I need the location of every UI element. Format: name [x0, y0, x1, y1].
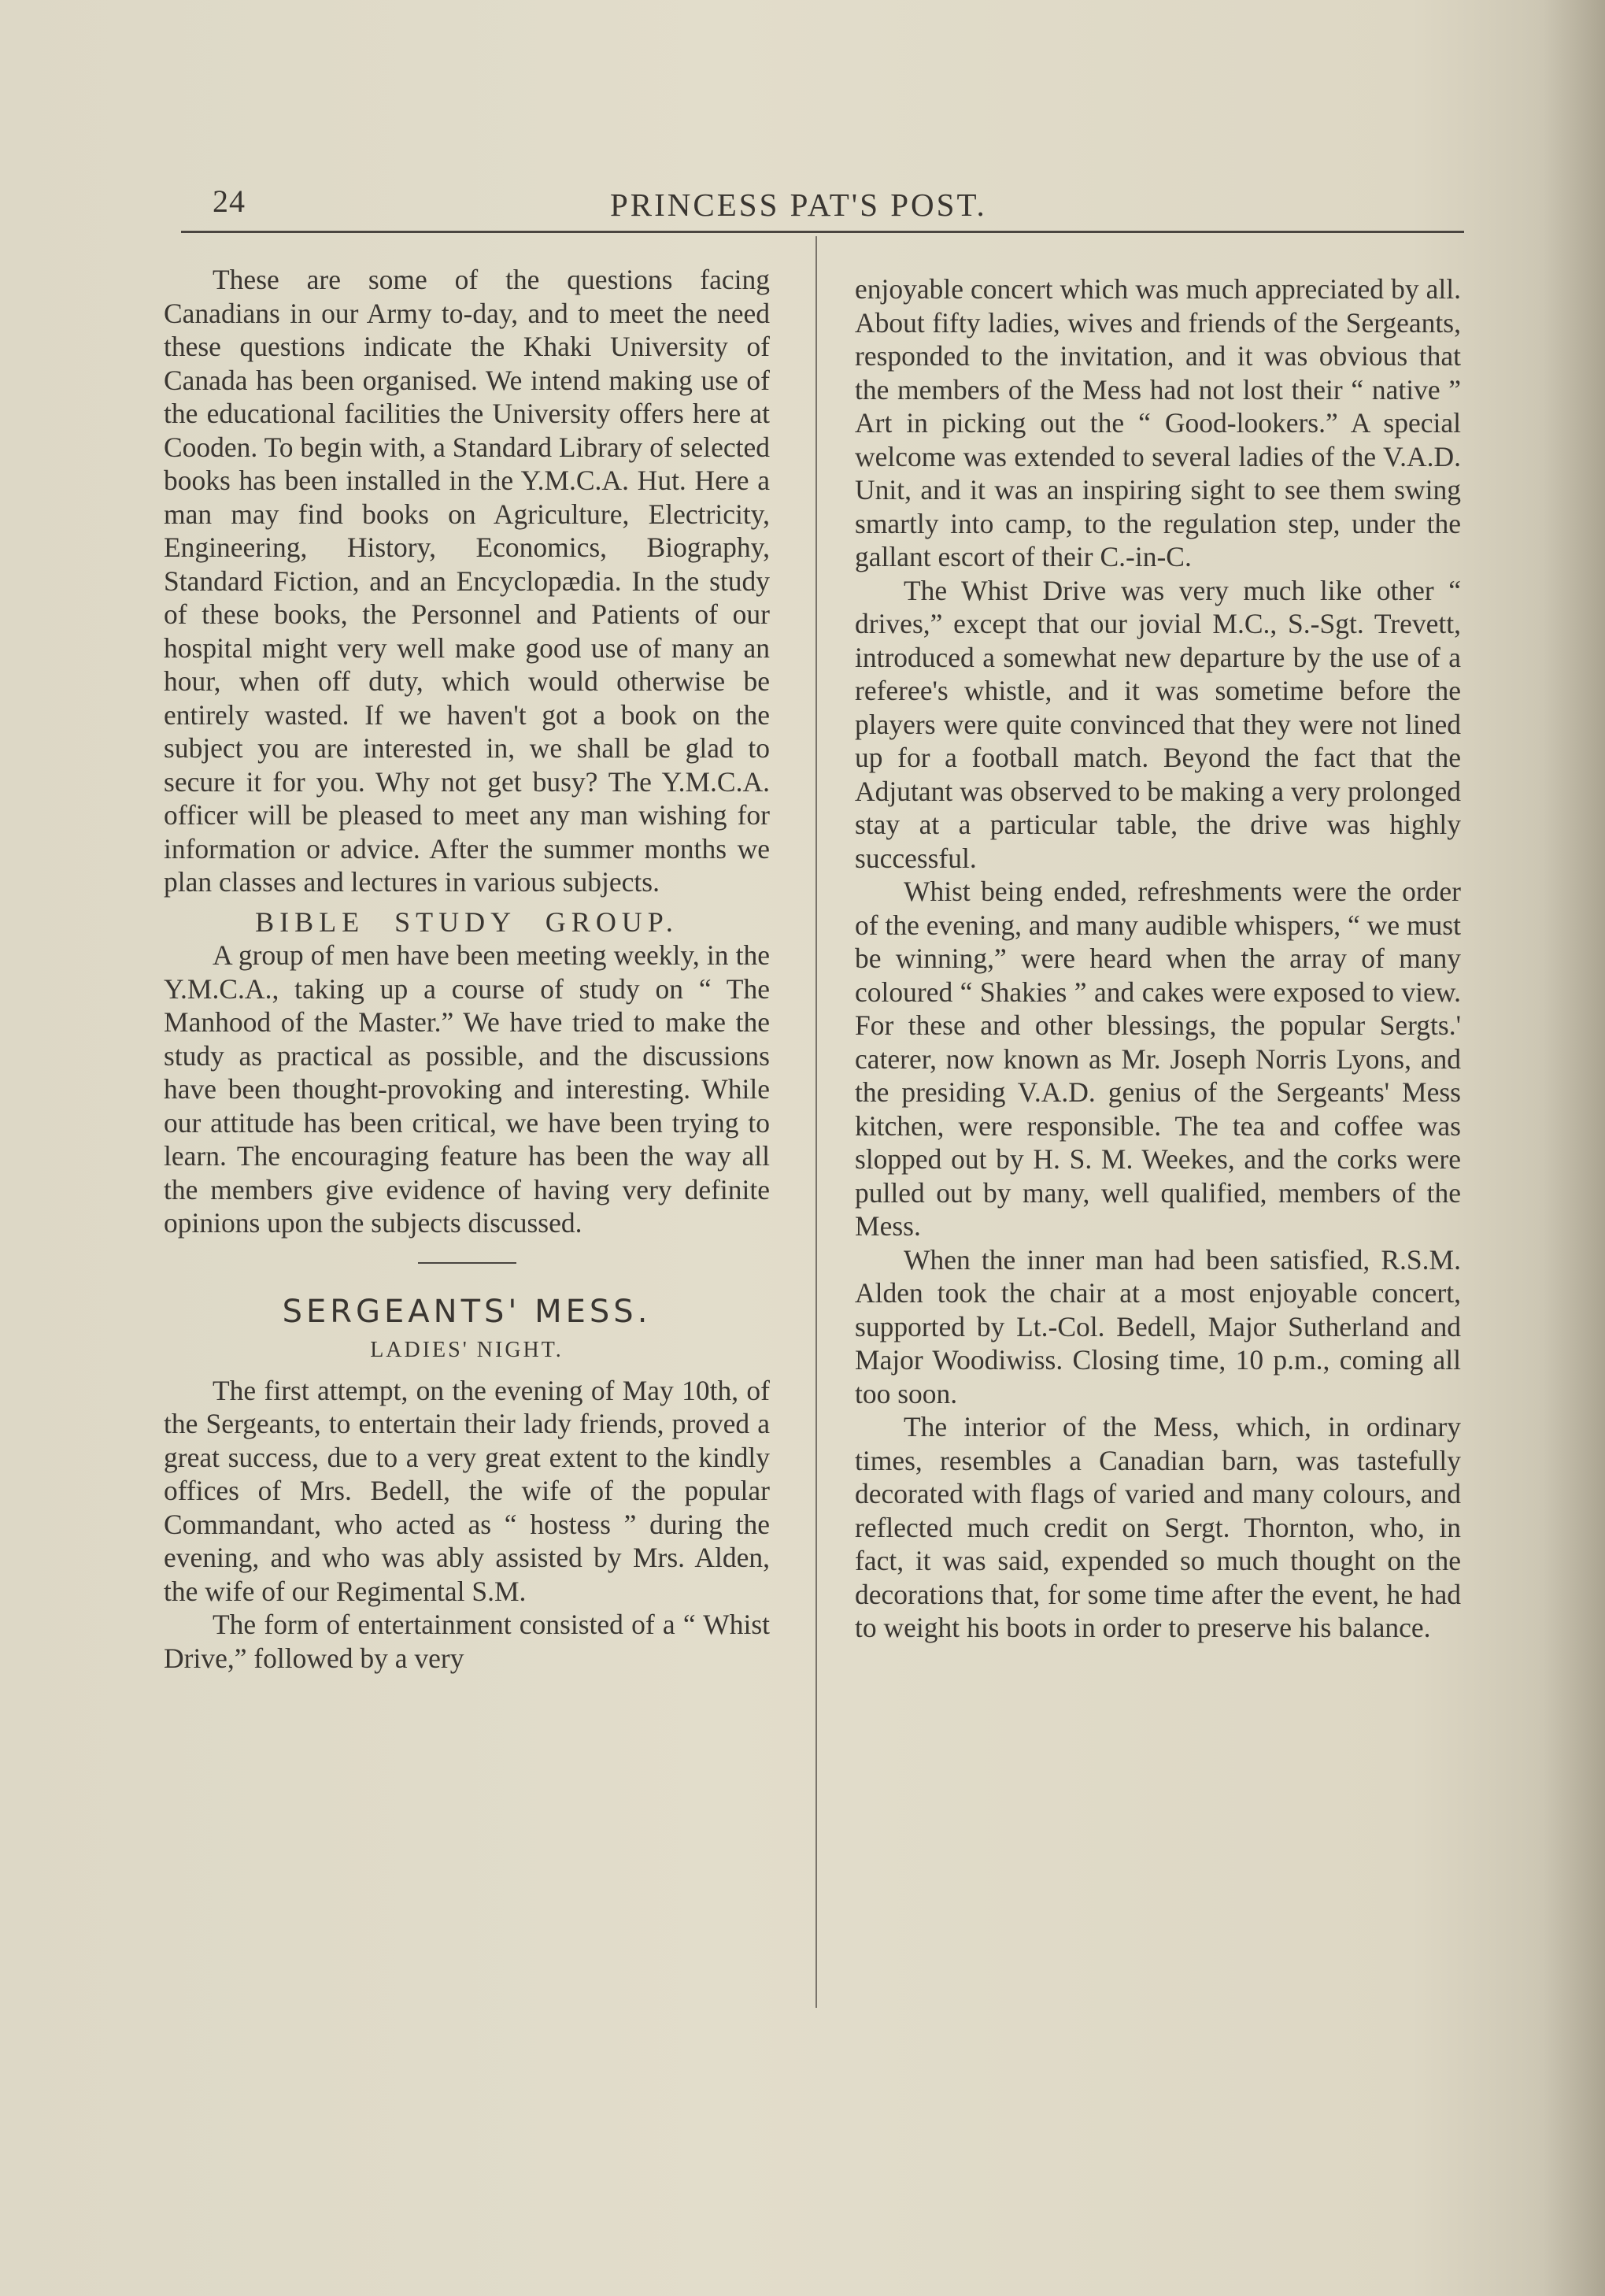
- bible-study-paragraph: A group of men have been meeting weekly, in the Y.M.C.A., taking up a course of study on “ The Manhood of the Master.” We have tried to make the study as practical as possible, and the discussions have been thought-provoking and interesting. While our attitude has been critical, we have been trying to learn. The encouraging feature has been the way all the members give evidence of having very definite opinions upon the subjects discussed.: [164, 939, 770, 1239]
- column-divider: [815, 236, 817, 2008]
- section-divider: [418, 1262, 516, 1264]
- journal-title: PRINCESS PAT'S POST.: [610, 187, 987, 223]
- ladies-night-paragraph-1: The first attempt, on the evening of May 10th, of the Sergeants, to entertain their lady friends, proved a great success, due to a very great extent to the kindly offices of Mrs. Bedell, the wife of the popular Commandant, who acted as “ hostess ” during the evening, and who was ably assisted by Mrs. Alden, the wife of our Regimental S.M.: [164, 1374, 770, 1607]
- refreshments-paragraph: Whist being ended, refreshments were the order of the evening, and many audible whispers, “ we must be winning,” were heard when the array of many coloured “ Shakies ” and cakes were exposed to view. For these and other blessings, the popular Sergts.' caterer, now known as Mr. Joseph Norris Lyons, and the presiding V.A.D. genius of the Sergeants' Mess kitchen, were responsible. The tea and coffee was slopped out by H. S. M. Weekes, and the corks were pulled out by many, well qualified, members of the Mess.: [855, 876, 1461, 1242]
- concert-paragraph: enjoyable concert which was much appreciated by all. About fifty ladies, wives and friends of the Sergeants, responded to the invitation, and it was obvious that the members of the Mess had not lost their “ native ” Art in picking out the “ Good-lookers.” A special welcome was extended to several ladies of the V.A.D. Unit, and it was an inspiring sight to see them swing smartly into camp, to the regulation step, under the gallant escort of their C.-in-C.: [855, 273, 1461, 572]
- sergeants-mess-heading: SERGEANTS' MESS.: [282, 1293, 652, 1330]
- ladies-night-paragraph-2: The form of entertainment consisted of a “ Whist Drive,” followed by a very: [164, 1609, 770, 1674]
- whist-drive-paragraph: The Whist Drive was very much like other “ drives,” except that our jovial M.C., S.-Sgt. Trevett, introduced a somewhat new departure by the use of a referee's whistle, and it was sometime before the players were quite convinced that they were not lined up for a football match. Beyond the fact that the Adjutant was observed to be making a very prolonged stay at a particular table, the drive was highly successful.: [855, 574, 1461, 874]
- inner-man-paragraph: When the inner man had been satisfied, R.S.M. Alden took the chair at a most enjoyable concert, supported by Lt.-Col. Bedell, Major Sutherland and Major Woodiwiss. Closing time, 10 p.m., coming all too soon.: [855, 1243, 1461, 1409]
- right-column: [855, 272, 1461, 1645]
- page-edge-shadow: [1543, 0, 1605, 2296]
- mess-interior-paragraph: The interior of the Mess, which, in ordinary times, resembles a Canadian barn, was tastefully decorated with flags of varied and many colours, and reflected much credit on Sergt. Thornton, who, in fact, it was said, expended so much thought on the decorations that, for some time after the event, he had to weight his boots in order to preserve his balance.: [855, 1411, 1461, 1643]
- page-number: 24: [213, 183, 246, 219]
- left-column: [164, 263, 770, 1675]
- khaki-university-paragraph: These are some of the questions facing Canadians in our Army to-day, and to meet the need these questions indicate the Khaki University of Canada has been organised. We intend making use of the educational facilities the University offers here at Cooden. To begin with, a Standard Library of selected books has been installed in the Y.M.C.A. Hut. Here a man may find books on Agriculture, Electricity, Engineering, History, Economics, Biography, Standard Fiction, and an Encyclopædia. In the study of these books, the Personnel and Patients of our hospital might very well make good use of many an hour, when off duty, which would otherwise be entirely wasted. If we haven't got a book on the subject you are interested in, we shall be glad to secure it for you. Why not get busy? The Y.M.C.A. officer will be pleased to meet any man wishing for information or advice. After the summer months we plan classes and lectures in various subjects.: [164, 264, 770, 898]
- header-rule: [181, 231, 1464, 233]
- ladies-night-subheading: LADIES' NIGHT.: [370, 1337, 564, 1362]
- page-header: [181, 183, 1464, 230]
- bible-study-heading: BIBLE STUDY GROUP.: [255, 905, 679, 938]
